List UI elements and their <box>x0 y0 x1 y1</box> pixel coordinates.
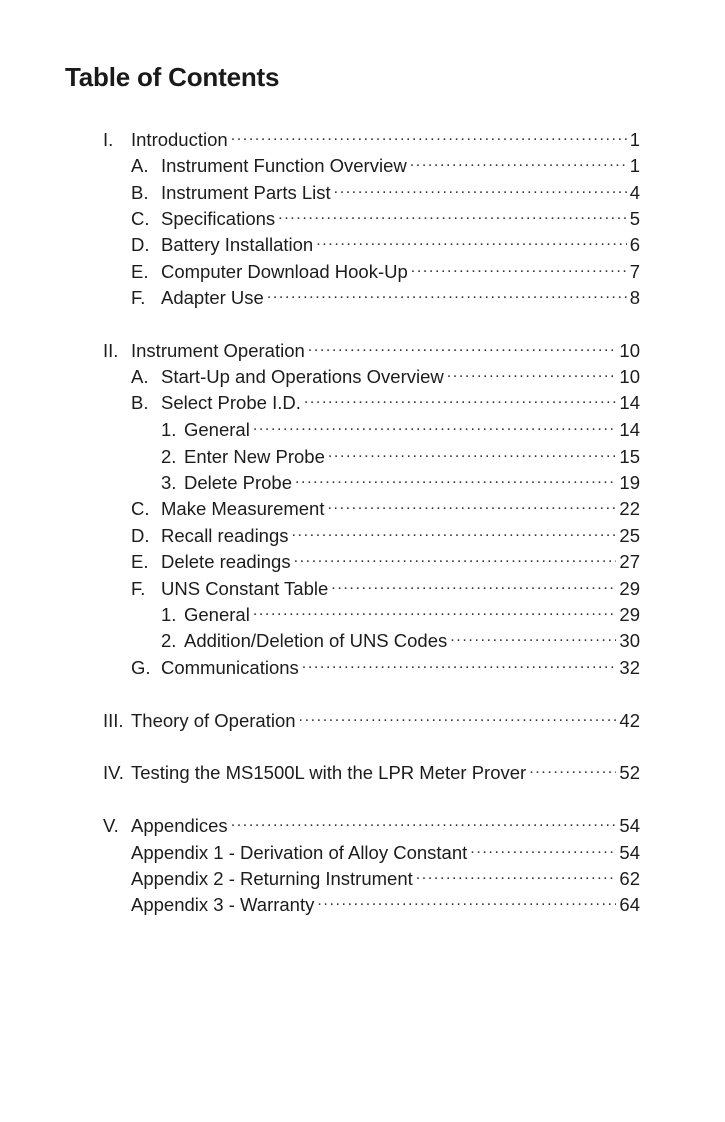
leader-dots <box>416 861 617 885</box>
toc-entry-number: E. <box>131 261 149 282</box>
toc-entry <box>103 808 640 836</box>
toc-entry-number: II. <box>103 340 119 361</box>
leader-dots <box>317 887 616 911</box>
leader-dots <box>253 412 617 436</box>
toc-entry <box>131 887 640 915</box>
toc-entry-page: 29 <box>619 578 640 599</box>
toc-entry-number: A. <box>131 155 149 176</box>
toc-entry-number: D. <box>131 525 150 546</box>
toc-entry-page: 22 <box>619 498 640 519</box>
toc-entry-page: 4 <box>629 182 640 203</box>
toc-entry-page: 29 <box>619 604 640 625</box>
toc-entry-number: 2. <box>161 446 177 467</box>
toc-entry-title: Introduction <box>131 129 228 150</box>
toc-entry-number: IV. <box>103 762 124 783</box>
toc-entry-title: Instrument Parts List <box>161 182 331 203</box>
toc-entry <box>131 544 640 572</box>
toc-entry-number: V. <box>103 815 119 836</box>
toc-entry-title: Delete Probe <box>184 472 292 493</box>
toc-entry-page: 52 <box>619 762 640 783</box>
toc-entry <box>131 650 640 678</box>
toc-entry-page: 32 <box>619 657 640 678</box>
leader-dots <box>292 518 617 542</box>
toc-entry <box>161 465 640 493</box>
toc-entry-page: 14 <box>619 419 640 440</box>
toc-entry <box>131 835 640 863</box>
toc-entry-title: Communications <box>161 657 299 678</box>
toc-entry-page: 7 <box>629 261 640 282</box>
leader-dots <box>231 122 627 146</box>
toc-entry-title: Addition/Deletion of UNS Codes <box>184 630 448 651</box>
toc-entry-page: 42 <box>619 710 640 731</box>
toc-entry-title: Make Measurement <box>161 498 325 519</box>
toc-entry-number: 3. <box>161 472 177 493</box>
toc-entry-page: 1 <box>629 155 640 176</box>
toc-entry-title: General <box>184 419 250 440</box>
toc-entry-number: I. <box>103 129 114 150</box>
leader-dots <box>302 650 617 674</box>
toc-entry <box>131 227 640 255</box>
toc-entry-number: B. <box>131 182 149 203</box>
toc-entry <box>103 703 640 731</box>
leader-dots <box>334 175 627 199</box>
leader-dots <box>308 333 617 357</box>
toc-entry <box>103 122 640 150</box>
toc-entry-number: C. <box>131 208 150 229</box>
toc-entry-number: 1. <box>161 419 177 440</box>
toc-entry-title: Enter New Probe <box>184 446 325 467</box>
toc-entry-title: UNS Constant Table <box>161 578 329 599</box>
toc-entry-title: General <box>184 604 250 625</box>
toc-entry-title: Battery Installation <box>161 234 314 255</box>
leader-dots <box>294 544 617 568</box>
toc-entry-title: Appendix 1 - Derivation of Alloy Constant <box>131 842 468 863</box>
toc-entry-page: 1 <box>629 129 640 150</box>
toc-entry-title: Appendix 2 - Returning Instrument <box>131 868 413 889</box>
toc-entry <box>161 412 640 440</box>
toc-entry-title: Instrument Operation <box>131 340 305 361</box>
toc-entry-number: A. <box>131 366 149 387</box>
toc-entry <box>161 439 640 467</box>
toc-entry <box>131 359 640 387</box>
toc-entry <box>131 571 640 599</box>
leader-dots <box>278 201 627 225</box>
toc-entry-number: E. <box>131 551 149 572</box>
toc-entry <box>103 333 640 361</box>
toc-entry <box>103 755 640 783</box>
toc-entry <box>131 491 640 519</box>
leader-dots <box>327 491 616 515</box>
leader-dots <box>295 465 616 489</box>
leader-dots <box>328 439 617 463</box>
leader-dots <box>316 227 627 251</box>
leader-dots <box>450 623 616 647</box>
toc-entry-number: C. <box>131 498 150 519</box>
toc-entry <box>161 623 640 651</box>
toc-entry-title: Specifications <box>161 208 276 229</box>
toc-entry-title: Recall readings <box>161 525 289 546</box>
toc-entry-page: 54 <box>619 815 640 836</box>
toc-entry-page: 27 <box>619 551 640 572</box>
toc-entry-page: 8 <box>629 287 640 308</box>
leader-dots <box>267 280 627 304</box>
toc-entry-title: Computer Download Hook-Up <box>161 261 408 282</box>
toc-entry-page: 54 <box>619 842 640 863</box>
leader-dots <box>253 597 617 621</box>
leader-dots <box>304 385 617 409</box>
toc-entry-title: Start-Up and Operations Overview <box>161 366 444 387</box>
leader-dots <box>231 808 617 832</box>
leader-dots <box>331 571 616 595</box>
toc-entry-number: F. <box>131 578 146 599</box>
toc-entry-page: 5 <box>629 208 640 229</box>
toc-entry <box>161 597 640 625</box>
toc-entry-title: Select Probe I.D. <box>161 392 301 413</box>
toc-entry-title: Appendices <box>131 815 228 836</box>
leader-dots <box>529 755 616 779</box>
toc-entry-title: Instrument Function Overview <box>161 155 407 176</box>
toc-entry-page: 15 <box>619 446 640 467</box>
toc-entry-title: Adapter Use <box>161 287 264 308</box>
toc-entry-page: 19 <box>619 472 640 493</box>
toc-entry-number: B. <box>131 392 149 413</box>
toc-entry-page: 62 <box>619 868 640 889</box>
leader-dots <box>447 359 617 383</box>
toc-entry <box>131 280 640 308</box>
toc-entry-title: Testing the MS1500L with the LPR Meter Prover <box>131 762 527 783</box>
toc-entry-number: III. <box>103 710 124 731</box>
leader-dots <box>299 703 617 727</box>
toc-entry-page: 10 <box>619 340 640 361</box>
toc-entry-title: Appendix 3 - Warranty <box>131 894 315 915</box>
toc-entry <box>131 148 640 176</box>
toc-entry-number: 2. <box>161 630 177 651</box>
toc-entry <box>131 385 640 413</box>
toc-entry-page: 14 <box>619 392 640 413</box>
toc-entry-page: 25 <box>619 525 640 546</box>
leader-dots <box>411 254 627 278</box>
toc-entry <box>131 201 640 229</box>
toc-entry <box>131 254 640 282</box>
toc-entry-page: 10 <box>619 366 640 387</box>
toc-entry-page: 30 <box>619 630 640 651</box>
toc-entry <box>131 175 640 203</box>
toc-entry-title: Delete readings <box>161 551 291 572</box>
toc-entry-number: 1. <box>161 604 177 625</box>
leader-dots <box>470 835 616 859</box>
toc-entry-page: 64 <box>619 894 640 915</box>
toc-entry-title: Theory of Operation <box>131 710 296 731</box>
page-title: Table of Contents <box>65 62 280 92</box>
toc-entry <box>131 518 640 546</box>
toc-entry-number: F. <box>131 287 146 308</box>
toc-entry-number: G. <box>131 657 151 678</box>
toc-entry <box>131 861 640 889</box>
toc-entry-page: 6 <box>629 234 640 255</box>
toc-entry-number: D. <box>131 234 150 255</box>
leader-dots <box>410 148 627 172</box>
